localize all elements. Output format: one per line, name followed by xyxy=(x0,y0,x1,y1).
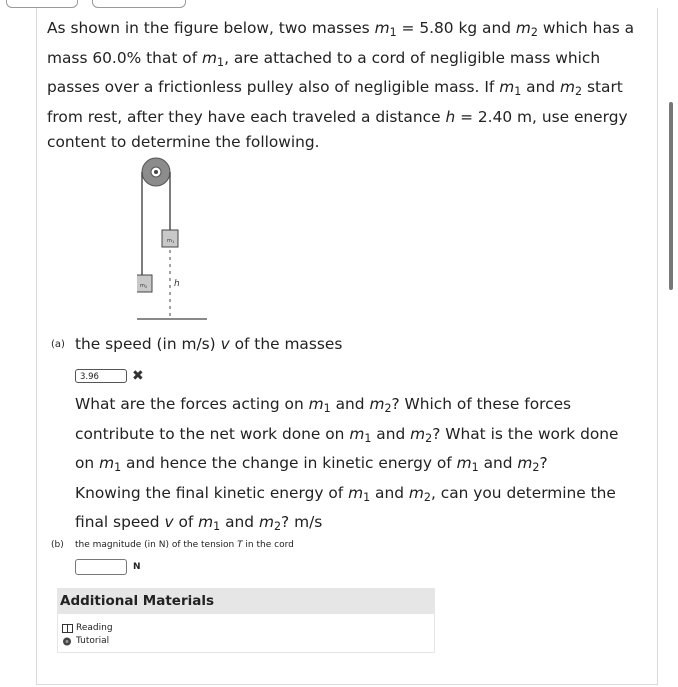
pulley-axle xyxy=(154,170,158,174)
mass-m2-sub: 2 xyxy=(145,285,148,289)
hint-line-5: final speed v of $m_1$ and $m_2$? m/s xyxy=(75,513,323,534)
problem-line-4: from rest, after they have each traveled a distance h = 2.40 m, use energy xyxy=(47,107,628,126)
question-card xyxy=(36,8,658,685)
problem-statement xyxy=(47,16,647,156)
part-b-label: (b) xyxy=(51,540,64,550)
problem-line-3: passes over a frictionless pulley also of negligible mass. If $m_1$ and $m_2$ start xyxy=(47,78,623,99)
part-a-prompt: the speed (in m/s) v of the masses xyxy=(75,335,343,353)
tutorial-link[interactable]: Tutorial xyxy=(62,635,434,648)
problem-line-5: content to determine the following. xyxy=(47,133,320,152)
part-b-answer-row xyxy=(75,559,141,575)
additional-materials xyxy=(57,588,435,653)
mass-m2-label: m xyxy=(140,283,145,289)
part-a-label: (a) xyxy=(51,339,65,350)
mass-m1-label: m xyxy=(167,238,172,244)
mass-m1-sub: 1 xyxy=(172,240,175,244)
book-icon xyxy=(62,624,73,633)
hint-line-2: contribute to the net work done on $m_1$ and $m_2$? What is the work done xyxy=(75,424,619,445)
part-b-prompt: the magnitude (in N) of the tension T in the cord xyxy=(75,540,294,550)
part-b-answer-input[interactable] xyxy=(75,559,127,575)
problem-line-1: As shown in the figure below, two masses $m_1 = 5.80$ kg and $m_2$ which has a xyxy=(47,19,635,40)
incorrect-icon: ✖ xyxy=(132,368,144,384)
additional-materials-links xyxy=(57,614,435,653)
tutorial-icon xyxy=(62,637,73,646)
part-a-answer-row xyxy=(75,368,144,384)
hint-line-4: Knowing the final kinetic energy of $m_1$ and $m_2$, can you determine the xyxy=(75,483,616,504)
top-tab-right[interactable] xyxy=(92,0,186,8)
hint-line-3: on $m_1$ and hence the change in kinetic energy of $m_1$ and $m_2$? xyxy=(75,454,548,475)
part-b-unit: N xyxy=(133,562,141,572)
scrollbar[interactable] xyxy=(669,102,673,290)
part-a-answer-input[interactable]: 3.96 xyxy=(75,369,127,383)
pulley-diagram xyxy=(137,150,277,320)
additional-materials-header: Additional Materials xyxy=(57,588,435,614)
pulley-figure xyxy=(137,150,277,320)
top-tab-left[interactable] xyxy=(6,0,78,8)
reading-link[interactable]: Reading xyxy=(62,622,434,635)
hint-line-1: What are the forces acting on $m_1$ and $m_2$? Which of these forces xyxy=(75,395,572,416)
height-label: h xyxy=(174,279,180,289)
problem-line-2: mass 60.0% that of $m_1$, are attached to a cord of negligible mass which xyxy=(47,48,601,69)
part-a-hint xyxy=(75,392,650,540)
